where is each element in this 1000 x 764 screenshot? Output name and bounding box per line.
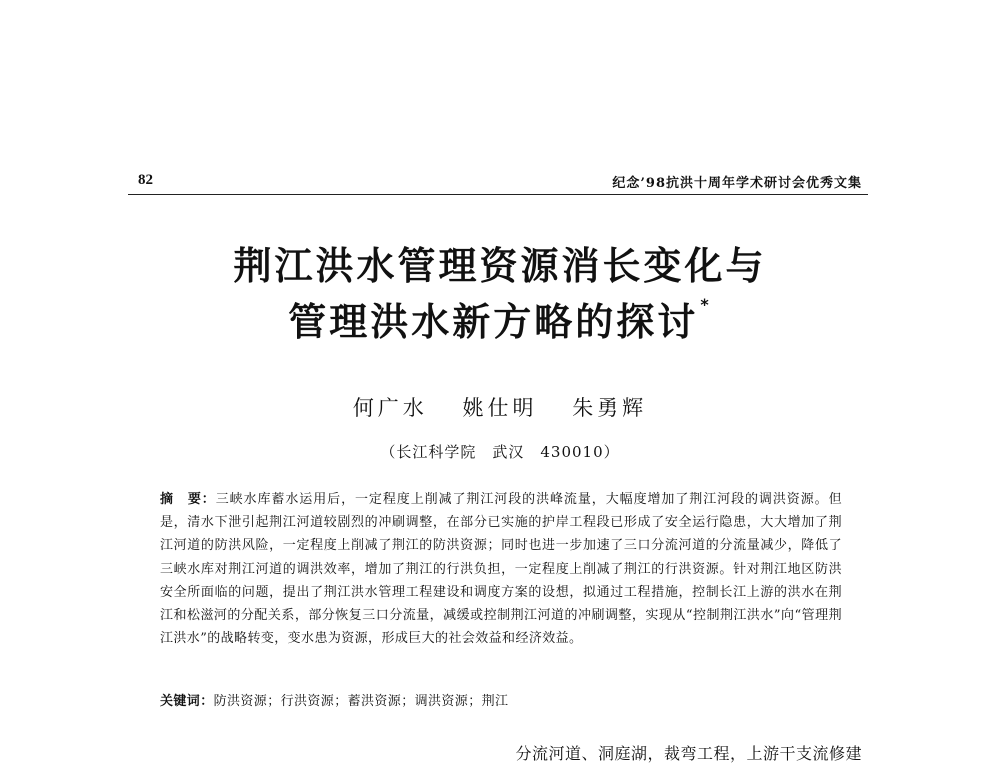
author-name: 朱勇辉 (572, 396, 648, 420)
author-name: 何广水 (352, 396, 428, 420)
author-name: 姚仕明 (462, 396, 538, 420)
title-footnote-mark: * (700, 295, 712, 314)
keywords-text: 防洪资源；行洪资源；蓄洪资源；调洪资源；荆江 (213, 694, 509, 709)
abstract (160, 488, 842, 650)
keywords (160, 690, 842, 709)
page-number: 82 (138, 172, 153, 188)
paper-title-line-1 (0, 244, 1000, 288)
running-head: 纪念’98抗洪十周年学术研讨会优秀文集 (612, 176, 862, 191)
title-text-1: 荆江洪水管理资源消长变化与 (233, 244, 767, 288)
author-affiliation: （长江科学院 武汉 430010） (380, 443, 620, 461)
paper-title-line-2 (0, 295, 1000, 344)
body-text-fragment: 分流河道、洞庭湖，裁弯工程，上游干支流修建 (515, 744, 862, 763)
keywords-label: 关键词： (160, 694, 214, 709)
abstract-text: 三峡水库蓄水运用后，一定程度上削减了荆江河段的洪峰流量，大幅度增加了荆江河段的调洪资源。但是，清水下泄引起荆江河道较剧烈的冲刷调整，在部分已实施的护岸工程段已形成了安全运行隐患，大大增加了荆江河道的防洪风险，一定程度上削减了荆江的防洪资源；同时也进一步加速了三口分流河道的分流量减少，降低了三峡水库对荆江河道的调洪效率，增加了荆江的行洪负担，一定程度上削减了荆江的行洪资源。针对荆江地区防洪安全所面临的问题，提出了荆江洪水管理工程建设和调度方案的设想，拟通过工程措施，控制长江上游的洪水在荆江和松滋河的分配关系，部分恢复三口分流量，减缓或控制荆江河道的冲刷调整，实现从“控制荆江洪水”向“管理荆江洪水”的战略转变，变水患为资源，形成巨大的社会效益和经济效益。 (160, 492, 842, 647)
page-header (128, 170, 868, 195)
author-list (0, 392, 1000, 422)
title-text-2: 管理洪水新方略的探讨 (288, 300, 699, 344)
abstract-label: 摘 要： (160, 492, 216, 507)
